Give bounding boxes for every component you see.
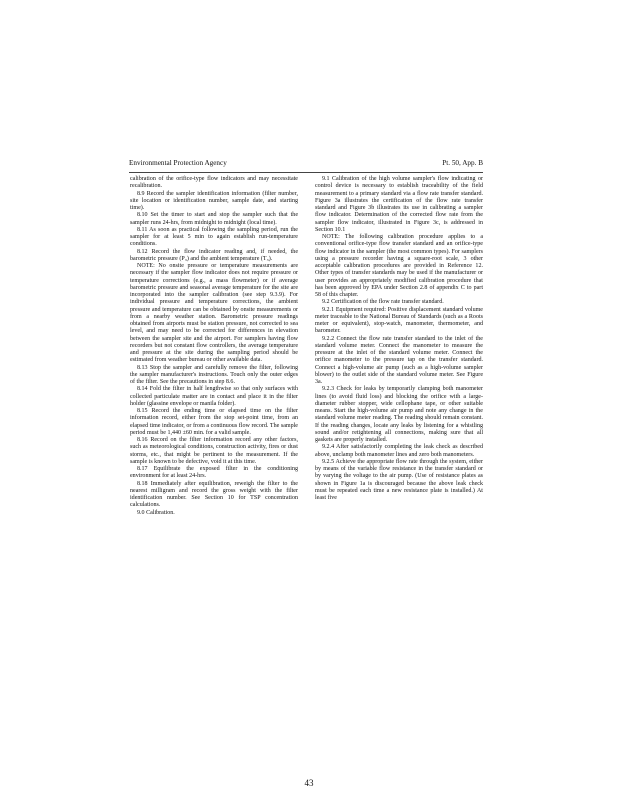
paragraph: calibration of the orifice-type flow indicators and may necessitate recalibration.	[130, 176, 298, 190]
paragraph: 9.2.2 Connect the flow rate transfer standard to the inlet of the standard volume meter. Connect the manometer to measure the pressure at the inlet of the standard volume meter. Connect the orifice manometer to the pressure tap on the transfer standard. Connect a high-volume air pump (such as a high-volume sampler blower) to the outlet side of the standard volume meter. See Figure 3a.	[315, 335, 483, 385]
right-column	[315, 176, 483, 502]
note-paragraph: NOTE: No onsite pressure or temperature measurements are necessary if the sampler flow indicator does not require pressure or temperature corrections (e.g., a mass flowmeter) or if average barometric pressure and seasonal average temperature for the site are incorporated into the sampler calibration (see step 9.3.9). For individual pressure and temperature corrections, the ambient pressure and temperature can be obtained by onsite measurements or from a nearby weather station. Barometric pressure readings obtained from airports must be station pressure, not corrected to sea level, and may need to be corrected for differences in elevation between the sampler site and the airport. For samplers having flow recorders but not constant flow controllers, the average temperature and pressure at the site during the sampling period should be estimated from weather bureau or other available data.	[130, 263, 298, 364]
header-right: Pt. 50, App. B	[442, 159, 483, 167]
page-number: 43	[304, 778, 314, 788]
left-column	[130, 176, 298, 517]
paragraph: 8.18 Immediately after equilibration, reweigh the filter to the nearest milligram and record the gross weight with the filter identification number. See Section 10 for TSP concentration calculations.	[130, 480, 298, 509]
paragraph: 9.2.5 Achieve the appropriate flow rate through the system, either by means of the variable flow resistance in the transfer standard or by varying the voltage to the air pump. (Use of resistance plates as shown in Figure 1a is discouraged because the above leak check must be repeated each time a new resistance plate is installed.) At least five	[315, 458, 483, 501]
paragraph: 9.1 Calibration of the high volume sampler's flow indicating or control device is necessary to establish traceability of the field measurement to a primary standard via a flow rate transfer standard. Figure 3a illustrates the certification of the flow rate transfer standard and Figure 3b illustrates its use in calibrating a sampler flow indicator. Determination of the corrected flow rate from the sampler flow indicator, illustrated in Figure 3c, is addressed in Section 10.1	[315, 176, 483, 233]
paragraph: 8.12 Record the flow indicator reading and, if needed, the barometric pressure (P₃) and the ambient temperature (T₃).	[130, 248, 298, 262]
paragraph: 8.14 Fold the filter in half lengthwise so that only surfaces with collected particulate matter are in contact and place it in the filter holder (glassine envelope or manila folder).	[130, 386, 298, 407]
paragraph: 9.2 Certification of the flow rate transfer standard.	[322, 299, 444, 306]
paragraph: 9.2.4 After satisfactorily completing the leak check as described above, unclamp both manometer lines and zero both manometers.	[315, 444, 483, 458]
paragraph: 8.10 Set the timer to start and stop the sampler such that the sampler runs 24-hrs, from midnight to midnight (local time).	[130, 212, 298, 226]
header-left: Environmental Protection Agency	[129, 159, 227, 167]
paragraph: 8.11 As soon as practical following the sampling period, run the sampler for at least 5 min to again establish run-temperature conditions.	[130, 226, 298, 248]
paragraph: 8.15 Record the ending time or elapsed time on the filter information record, either from the stop set-point time, from an elapsed time indicator, or from a continuous flow record. The sample period must be 1,440 ±60 min. for a valid sample.	[130, 408, 298, 436]
note-paragraph: NOTE: The following calibration procedure applies to a conventional orifice-type flow transfer standard and an orifice-type flow indicator in the sampler (the most common types). For samplers using a pressure recorder having a square-root scale, 3 other acceptable calibration procedures are provided in Reference 12. Other types of transfer standards may be used if the manufacturer or user provides an appropriately modified calibration procedure that has been approved by EPA under Section 2.8 of appendix C to part 58 of this chapter.	[315, 234, 483, 298]
paragraph: 8.9 Record the sampler identification information (filter number, site location or identification number, sample date, and starting time).	[130, 190, 298, 211]
paragraph: 8.13 Stop the sampler and carefully remove the filter, following the sampler manufacturer's instructions. Touch only the outer edges of the filter. See the precautions in step 8.6.	[130, 364, 298, 385]
paragraph: 9.2.3 Check for leaks by temporarily clamping both manometer lines (to avoid fluid loss) and blocking the orifice with a large-diameter rubber stopper, wide cellophane tape, or other suitable means. Start the high-volume air pump and note any change in the standard volume meter reading. The reading should remain constant. If the reading changes, locate any leaks by listening for a whistling sound and/or retightening all connections, making sure that all gaskets are properly installed.	[315, 386, 483, 443]
paragraph: 8.17 Equilibrate the exposed filter in the conditioning environment for at least 24-hrs.	[130, 466, 298, 480]
running-header	[129, 159, 483, 173]
paragraph: 8.16 Record on the filter information record any other factors, such as meteorological conditions, construction activity, fires or dust storms, etc., that might be pertinent to the measurement. If the sample is known to be defective, void it at this time.	[130, 437, 298, 465]
paragraph: 9.0 Calibration.	[137, 509, 175, 516]
paragraph: 9.2.1 Equipment required: Positive displacement standard volume meter traceable to the National Bureau of Standards (such as a Roots meter or equivalent), stop-watch, manometer, thermometer, and barometer.	[315, 306, 483, 335]
